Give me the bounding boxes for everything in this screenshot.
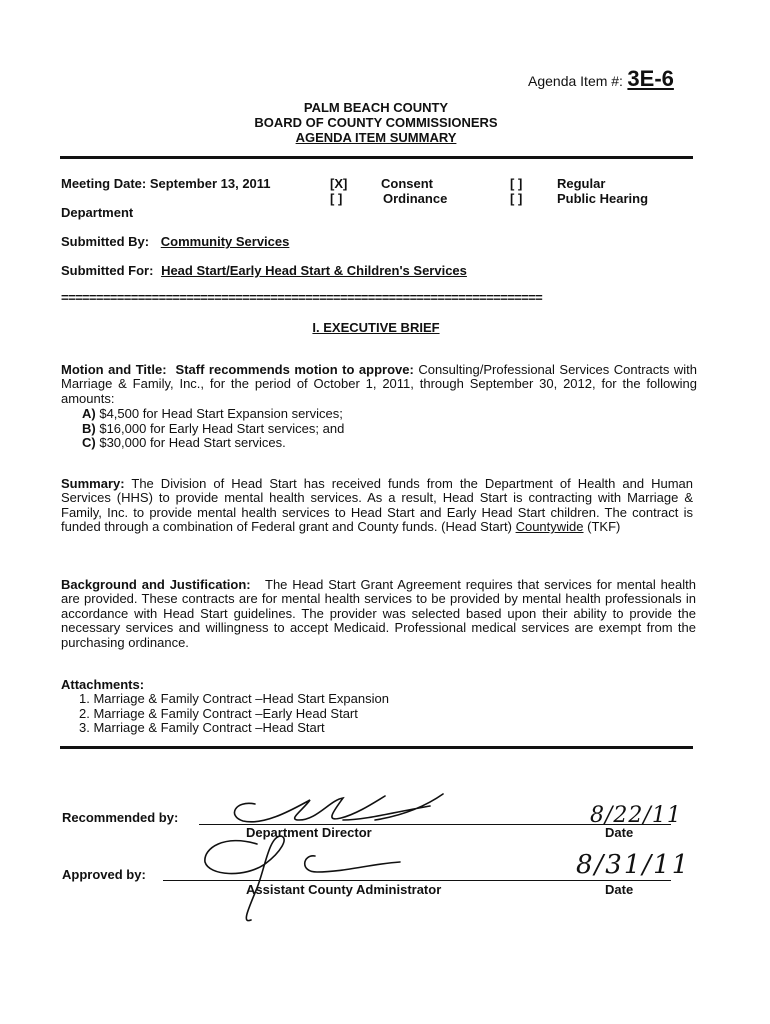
approved-date-label: Date — [605, 882, 634, 897]
attachment-item: 2. Marriage & Family Contract –Early Head Start — [79, 705, 358, 721]
motion-item: A) $4,500 for Head Start Expansion services; — [82, 406, 343, 421]
bottom-rule — [60, 746, 693, 749]
ordinance-label: Ordinance — [383, 191, 448, 206]
approved-label: Approved by: — [62, 867, 146, 882]
separator-line: ===================================================================== — [61, 290, 543, 305]
summary-label: Summary: — [61, 476, 125, 491]
consent-label: Consent — [381, 176, 433, 191]
top-rule — [60, 156, 693, 159]
approved-title: Assistant County Administrator — [246, 882, 442, 897]
motion-item: C) $30,000 for Head Start services. — [82, 435, 286, 451]
motion-bold: Staff recommends motion to approve: — [175, 362, 414, 377]
recommended-label: Recommended by: — [62, 810, 179, 825]
motion-items — [82, 407, 344, 451]
motion-item: B) $16,000 for Early Head Start services; and — [82, 420, 345, 436]
recommended-date-label: Date — [605, 825, 634, 840]
agenda-item-number: 3E-6 — [627, 66, 674, 91]
summary-text: The Division of Head Start has received funds from the Department of Health and Human Services (HHS) to provide mental health services. As a result, Head Start is contracting with Marriage & Family, Inc. to provide mental health services to Head Start and Early Head Start children. The contract is funded through a combination of Federal grant and County funds. (Head Start) — [61, 476, 693, 535]
background-paragraph — [61, 578, 696, 650]
summary-countywide: Countywide — [515, 519, 584, 535]
consent-checkbox: [X] — [330, 176, 348, 191]
hearing-label: Public Hearing — [557, 191, 649, 206]
attachment-item: 1. Marriage & Family Contract –Head Start Expansion — [79, 691, 389, 706]
attachment-item: 3. Marriage & Family Contract –Head Start — [79, 720, 325, 736]
recommended-title: Department Director — [246, 825, 372, 840]
attachments-label: Attachments: — [61, 677, 145, 692]
attachments-list — [79, 692, 389, 736]
agenda-item — [528, 66, 674, 92]
section-title: I. EXECUTIVE BRIEF — [312, 320, 440, 335]
motion-paragraph — [61, 363, 697, 406]
motion-text: Consulting/Professional Services Contracts with Marriage & Family, Inc., for the period of October 1, 2011, through September 30, 2012, for the following amounts: — [61, 362, 697, 406]
ordinance-checkbox: [ ] — [330, 191, 343, 206]
agenda-item-label: Agenda Item #: — [528, 73, 623, 89]
department-label: Department — [61, 205, 134, 220]
motion-label: Motion and Title: — [61, 362, 167, 377]
submitted-for — [61, 263, 467, 278]
approved-date-handwritten: 8/31/11 — [576, 850, 691, 880]
summary-paragraph — [61, 477, 693, 535]
recommended-date-handwritten: 8/22/11 — [590, 803, 682, 828]
hearing-checkbox: [ ] — [510, 191, 523, 206]
submitted-for-value: Head Start/Early Head Start & Children's Services — [161, 263, 467, 278]
submitted-by — [61, 234, 289, 249]
administrator-signature — [195, 828, 415, 928]
submitted-for-label: Submitted For: — [61, 263, 154, 278]
header-board: BOARD OF COUNTY COMMISSIONERS — [254, 115, 498, 130]
summary-tail: (TKF) — [587, 519, 621, 535]
submitted-by-value: Community Services — [160, 234, 290, 249]
meeting-date: Meeting Date: September 13, 2011 — [61, 176, 271, 191]
submitted-by-label: Submitted By: — [61, 234, 150, 249]
regular-label: Regular — [557, 176, 606, 191]
background-text: The Head Start Grant Agreement requires that services for mental health are provided. These contracts are for mental health services to be provided by mental health professionals in accordance with Head Start guidelines. The provider was selected based upon their ability to provide the necessary services and willingness to accept Medicaid. Professional medical services are exempt from the purchasing ordinance. — [61, 577, 696, 650]
header-summary-title: AGENDA ITEM SUMMARY — [295, 130, 457, 145]
header-county: PALM BEACH COUNTY — [303, 100, 449, 115]
regular-checkbox: [ ] — [510, 176, 523, 191]
background-label: Background and Justification: — [61, 577, 251, 592]
